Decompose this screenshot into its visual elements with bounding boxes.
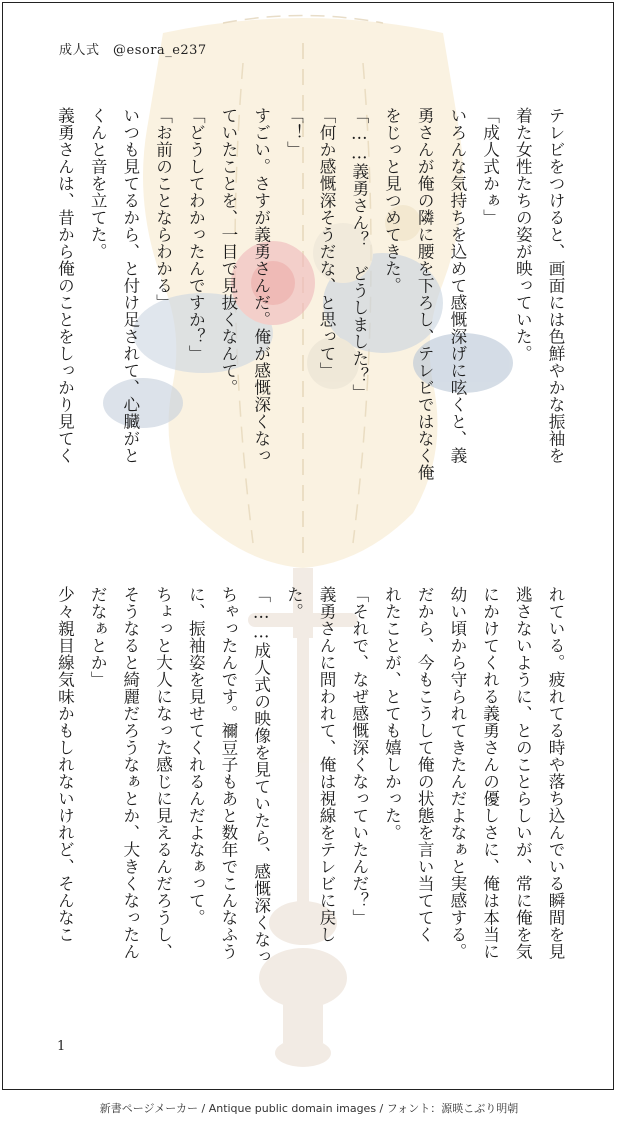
text-block-bottom (48, 586, 571, 1006)
text-line: いつも見てるから、と付け足されて、心臓がと (120, 107, 140, 464)
text-line: 「！」 (284, 107, 304, 158)
text-line: テレビをつけると、画面には色鮮やかな振袖を (546, 107, 565, 464)
page-number: 1 (57, 1039, 66, 1054)
text-line: 少々親目線気味かもしれないけれど、そんなこ (55, 586, 75, 943)
page-header (59, 39, 207, 58)
text-line: 「どうしてわかったんですか？」 (186, 107, 206, 362)
text-line: 幼い頃から守られてきたんだよなぁと実感する。 (447, 586, 467, 960)
page (2, 2, 614, 1090)
text-line: 「お前のことならわかる」 (153, 107, 173, 311)
text-line: 「成人式かぁ」 (480, 107, 500, 226)
text-block-top (48, 107, 571, 547)
header-title: 成人式 (59, 43, 100, 58)
text-line: た。 (284, 586, 304, 620)
text-line: ていたことを、一目で見抜くなんて。 (218, 107, 238, 396)
text-line: だなぁとか」 (88, 586, 108, 688)
text-line: 「……成人式の映像を見ていたら、感慨深くなっ (251, 586, 271, 965)
text-line: 着た女性たちの姿が映っていた。 (513, 107, 533, 362)
header-author: @esora_e237 (113, 43, 207, 58)
text-line: 義勇さんに問われて、俺は視線をテレビに戻し (317, 586, 337, 943)
text-line: 「何か感慨深そうだな、と思って」 (317, 107, 337, 379)
text-line: そうなると綺麗だろうなぁとか、大きくなったん (120, 586, 140, 960)
text-line: れている。疲れてる時や落ち込んでいる瞬間を見 (546, 586, 565, 960)
footer-credits: 新書ページメーカー / Antique public domain images / フォント：源暎こぶり明朝 (99, 1102, 519, 1115)
text-line: にかけてくれる義勇さんの優しさに、俺は本当に (480, 586, 500, 960)
text-line: だから、今もこうして俺の状態を言い当ててく (415, 586, 435, 943)
text-line: ちゃったんです。禰豆子もあと数年でこんなふう (218, 586, 238, 960)
text-line: 「それで、なぜ感慨深くなっていたんだ？」 (349, 586, 369, 926)
text-line: すごい。さすが義勇さんだ。俺が感慨深くなっ (251, 107, 271, 464)
text-line: 「……義勇さん？ どうしました？」 (349, 107, 369, 401)
text-line: 勇さんが俺の隣に腰を下ろし、テレビではなく俺 (415, 107, 435, 481)
text-line: いろんな気持ちを込めて感慨深げに呟くと、義 (447, 107, 467, 464)
text-line: ちょっと大人になった感じに見えるんだろうし、 (153, 586, 173, 960)
text-line: に、振袖姿を見せてくれるんだよなぁって。 (186, 586, 206, 926)
text-line: 逃さないように、とのことらしいが、常に俺を気 (513, 586, 533, 960)
text-line: くんと音を立てた。 (88, 107, 108, 260)
text-line: をじっと見つめてきた。 (382, 107, 402, 294)
text-line: 義勇さんは、昔から俺のことをしっかり見てく (55, 107, 75, 464)
text-line: れたことが、とても嬉しかった。 (382, 586, 402, 841)
